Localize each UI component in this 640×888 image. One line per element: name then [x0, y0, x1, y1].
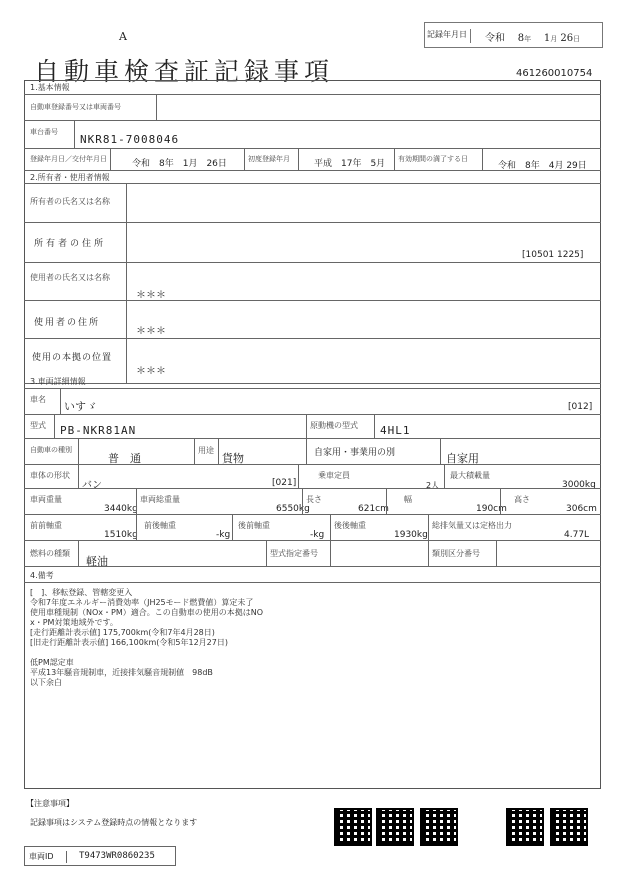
weight-label: 車両重量 — [30, 495, 62, 504]
model-label: 型式 — [30, 421, 46, 430]
user-addr-value: ＊＊＊ — [136, 326, 166, 337]
chassis-label: 車台番号 — [30, 128, 58, 136]
user-name-label: 使用者の氏名又は名称 — [30, 273, 110, 282]
max-load-label: 最大積載量 — [450, 471, 490, 480]
remark-line: [旧走行距離計表示値] 166,100km(令和5年12月27日) — [30, 638, 228, 647]
height-value: 306cm — [566, 504, 597, 514]
remark-line: [ ]、移転登録、管轄変更入 — [30, 588, 133, 597]
engine-value: 4HL1 — [380, 424, 411, 437]
user-addr-label: 使用者の住所 — [34, 318, 101, 328]
gross-label: 車両総重量 — [140, 495, 180, 504]
base-label: 使用の本拠の位置 — [32, 353, 113, 363]
remark-line: 平成13年騒音規制車，近接排気騒音規制値 98dB — [30, 668, 213, 677]
notice-text: 記録事項はシステム登録時点の情報となります — [30, 818, 198, 827]
shape-label: 車体の形状 — [30, 471, 70, 480]
remark-line: 令和7年度エネルギー消費効率（JH25モード燃費値）算定未了 — [30, 598, 254, 607]
qr-code-4 — [506, 808, 544, 846]
max-load-value: 3000kg — [562, 480, 596, 490]
rf-value: -kg — [310, 530, 325, 540]
capacity-value: 2人 — [426, 481, 440, 490]
capacity-label: 乗車定員 — [318, 471, 350, 480]
engine-label: 原動機の型式 — [310, 421, 358, 430]
remark-line: x・PM対策地域外です。 — [30, 618, 118, 627]
ff-value: 1510kg — [104, 530, 138, 540]
qr-code-1 — [334, 808, 372, 846]
kind-value: 普 通 — [108, 452, 141, 465]
width-value: 190cm — [476, 504, 507, 514]
weight-value: 3440kg — [104, 504, 138, 514]
gross-value: 6550kg — [276, 504, 310, 514]
disp-value: 4.77L — [564, 530, 590, 540]
remark-line: 以下余白 — [30, 678, 62, 687]
remarks — [30, 588, 263, 688]
shape-value: バン — [82, 480, 102, 491]
width-label: 幅 — [404, 495, 412, 504]
qr-code-3 — [420, 808, 458, 846]
rr-value: 1930kg — [394, 530, 428, 540]
height-label: 高さ — [514, 495, 530, 504]
reg-no-label: 自動車登録番号又は車両番号 — [30, 103, 121, 111]
model-value: PB-NKR81AN — [60, 424, 137, 437]
owner-name-label: 所有者の氏名又は名称 — [30, 197, 110, 206]
notice-heading: 【注意事項】 — [26, 799, 74, 808]
remark-line: [走行距離計表示値] 175,700km(令和7年4月28日) — [30, 628, 215, 637]
maker-label: 車名 — [30, 395, 46, 404]
chassis-value: NKR81-7008046 — [80, 133, 180, 146]
vehicle-id-label: 車両ID — [29, 851, 67, 863]
remark-line: 低PM認定車 — [30, 658, 74, 667]
user-name-value: ＊＊＊ — [136, 290, 166, 301]
vehicle-id-box — [24, 846, 176, 866]
shape-code: [021] — [272, 478, 297, 488]
section3-heading: 3.車両詳細情報 — [30, 377, 86, 386]
section4-heading: 4.備考 — [30, 571, 54, 580]
use-value: 貨物 — [222, 452, 244, 465]
class-no-label: 類別区分番号 — [432, 549, 480, 558]
type-no-label: 型式指定番号 — [270, 549, 318, 558]
base-value: ＊＊＊ — [136, 366, 166, 377]
reg-date-value: 令和 8年 1月 26日 — [132, 159, 227, 169]
fuel-value: 軽油 — [86, 555, 108, 568]
private-value: 自家用 — [446, 452, 479, 465]
fr-label: 前後軸重 — [144, 521, 176, 530]
first-reg-value: 平成 17年 5月 — [314, 159, 386, 169]
ff-label: 前前軸重 — [30, 521, 62, 530]
expiry-label: 有効期間の満了する日 — [398, 155, 468, 163]
kind-label: 自動車の種別 — [30, 446, 72, 454]
private-label: 自家用・事業用の別 — [314, 448, 396, 458]
header-mark: A — [119, 30, 127, 43]
fuel-label: 燃料の種類 — [30, 549, 70, 558]
record-date-label: 記録年月日 — [427, 29, 471, 43]
use-label: 用途 — [198, 446, 214, 455]
section2-heading: 2.所有者・使用者情報 — [30, 173, 110, 182]
doc-number: 461260010754 — [516, 68, 593, 79]
length-value: 621cm — [358, 504, 389, 514]
first-reg-label: 初度登録年月 — [248, 155, 290, 163]
record-date-box — [424, 22, 603, 48]
fr-value: -kg — [216, 530, 231, 540]
section1-heading: 1.基本情報 — [30, 83, 70, 92]
reg-date-label: 登録年月日／交付年月日 — [30, 155, 107, 163]
qr-code-2 — [376, 808, 414, 846]
vehicle-id-value: T9473WR0860235 — [79, 851, 155, 861]
disp-label: 総排気量又は定格出力 — [432, 521, 512, 530]
expiry-value: 令和 8年 4月 29日 — [498, 161, 587, 171]
rr-label: 後後軸重 — [334, 521, 366, 530]
record-date-value: 令和 8年 1月 26日 — [485, 33, 581, 44]
qr-code-5 — [550, 808, 588, 846]
owner-addr-label: 所有者の住所 — [34, 239, 107, 249]
length-label: 長さ — [306, 495, 322, 504]
rf-label: 後前軸重 — [238, 521, 270, 530]
maker-code: [012] — [568, 402, 593, 412]
maker-value: いすゞ — [64, 400, 97, 413]
remark-line: 使用車種規制（NOx・PM）適合。この自動車の使用の本拠はNO — [30, 608, 264, 617]
remark-line — [30, 648, 263, 658]
page-title: 自動車検査証記録事項 — [34, 57, 335, 86]
owner-code: [10501 1225] — [522, 250, 584, 260]
